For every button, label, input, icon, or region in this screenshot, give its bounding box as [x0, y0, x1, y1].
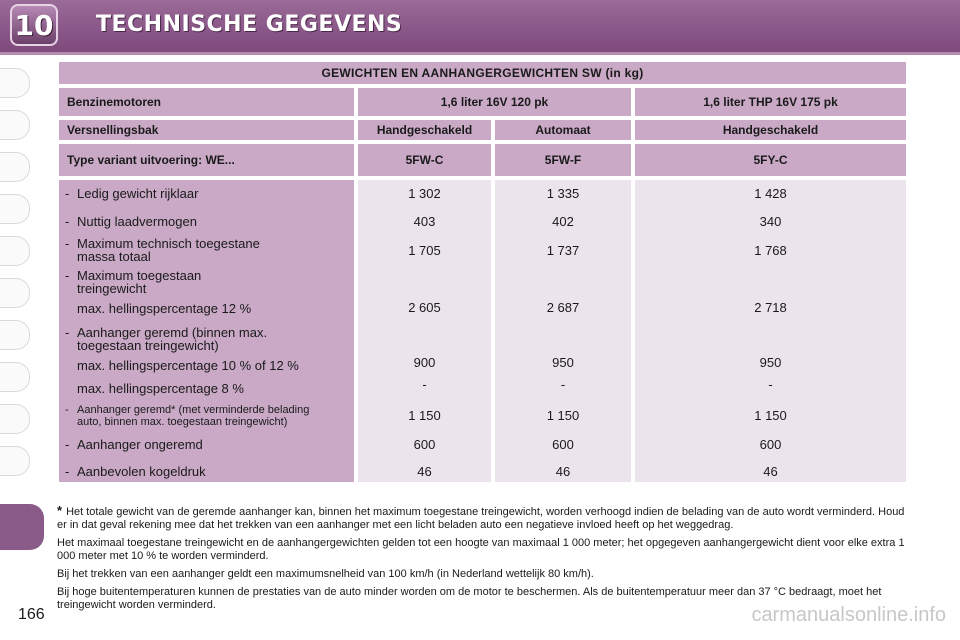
chapter-tab[interactable] [0, 152, 30, 182]
list-item: max. hellingspercentage 10 % of 12 % [77, 358, 299, 373]
cell-value: 1 150 [546, 408, 580, 423]
list-item: max. hellingspercentage 8 % [77, 381, 244, 396]
cell-value: 46 [417, 464, 432, 479]
cell-value: 950 [759, 355, 782, 370]
cell-value: 46 [555, 464, 571, 479]
chapter-tab[interactable] [0, 68, 30, 98]
cell-value: - [560, 377, 566, 392]
values-col-2 [495, 180, 631, 482]
cell-value: 1 705 [408, 243, 441, 258]
gearbox-label: Versnellingsbak [59, 120, 354, 140]
cell-value: 900 [413, 355, 436, 370]
page-header [0, 0, 960, 55]
page-title: TECHNISCHE GEGEVENS [96, 12, 403, 37]
gearbox-3: Handgeschakeld [635, 120, 906, 140]
gearbox-2: Automaat [495, 120, 631, 140]
footnote-braked-trailer: * Het totale gewicht van de geremde aanhanger kan, binnen het maximum toegestane treingewicht, worden verhoogd indien de belading van de auto wordt verminderd. Houd er in dat geval rekening mee dat het trekken van een aanhanger met een licht beladen auto een negatieve invloed heeft op het weggedrag. [57, 503, 905, 531]
cell-value: 46 [763, 464, 778, 479]
engine-1: 1,6 liter 16V 120 pk [358, 88, 631, 116]
type-label: Type variant uitvoering: WE... [59, 144, 354, 176]
chapter-tab[interactable] [0, 236, 30, 266]
row-labels [59, 180, 354, 482]
chapter-tab[interactable] [0, 194, 30, 224]
cell-value: 1 428 [754, 186, 787, 201]
chapter-badge: 10 [10, 4, 58, 46]
list-item: - Maximum technisch toegestane massa totaal [65, 236, 260, 264]
cell-value: 403 [413, 214, 436, 229]
chapter-tab-active[interactable] [0, 504, 44, 550]
list-item: - Nuttig laadvermogen [65, 214, 197, 229]
chapter-tab[interactable] [0, 320, 30, 350]
list-item: - Aanhanger ongeremd [65, 437, 203, 452]
cell-value: 340 [759, 214, 782, 229]
chapter-tab[interactable] [0, 278, 30, 308]
footnotes [57, 504, 905, 617]
cell-value: 950 [552, 355, 574, 370]
cell-value: 2 687 [546, 300, 580, 315]
note-speed: Bij het trekken van een aanhanger geldt een maximumsnelheid van 100 km/h (in Nederland wettelijk 80 km/h). [57, 568, 594, 580]
cell-value: 402 [552, 214, 574, 229]
cell-value: 1 768 [754, 243, 787, 258]
cell-value: 1 335 [546, 186, 580, 201]
cell-value: 1 150 [754, 408, 787, 423]
chapter-tab[interactable] [0, 446, 30, 476]
chapter-tab[interactable] [0, 110, 30, 140]
list-item: - Ledig gewicht rijklaar [65, 186, 199, 201]
chapter-tabs [0, 60, 34, 600]
cell-value: 600 [759, 437, 782, 452]
cell-value: 600 [552, 437, 574, 452]
cell-value: 1 302 [408, 186, 441, 201]
cell-value: 2 718 [754, 300, 787, 315]
cell-value: - [768, 377, 773, 392]
values-col-1 [358, 180, 491, 482]
list-item: - Aanbevolen kogeldruk [65, 464, 206, 479]
list-item: - Aanhanger geremd* (met verminderde belading auto, binnen max. toegestaan treingewicht) [65, 404, 310, 428]
values-col-3 [635, 180, 906, 482]
cell-value: 1 150 [408, 408, 441, 423]
table-title: GEWICHTEN EN AANHANGERGEWICHTEN SW (in kg) [59, 62, 906, 84]
engine-label: Benzinemotoren [59, 88, 354, 116]
watermark: carmanualsonline.info [751, 604, 946, 626]
cell-value: 600 [413, 437, 436, 452]
type-3: 5FY-C [635, 144, 906, 176]
type-2: 5FW-F [495, 144, 631, 176]
type-1: 5FW-C [358, 144, 491, 176]
page-number: 166 [18, 606, 45, 623]
list-item: max. hellingspercentage 12 % [77, 301, 252, 316]
chapter-tab[interactable] [0, 362, 30, 392]
note-altitude: Het maximaal toegestane treingewicht en de aanhangergewichten gelden tot een hoogte van maximaal 1 000 meter; het opgegeven aanhangergewicht dient voor elke extra 1 000 meter met 10 % te worden verminderd. [57, 537, 905, 562]
note-temperature: Bij hoge buitentemperaturen kunnen de prestaties van de auto minder worden om de motor te beschermen. Als de buitentemperatuur meer dan 37 °C bedraagt, moet het treingewicht worden verminderd. [57, 586, 882, 611]
cell-value: 1 737 [546, 243, 580, 258]
weights-table [57, 62, 904, 482]
chapter-tab[interactable] [0, 404, 30, 434]
cell-value: 2 605 [408, 300, 441, 315]
list-item: - Aanhanger geremd (binnen max. toegestaan treingewicht) [65, 325, 268, 353]
gearbox-1: Handgeschakeld [358, 120, 491, 140]
engine-2: 1,6 liter THP 16V 175 pk [635, 88, 906, 116]
list-item: - Maximum toegestaan treingewicht [65, 268, 202, 296]
cell-value: - [422, 377, 427, 392]
